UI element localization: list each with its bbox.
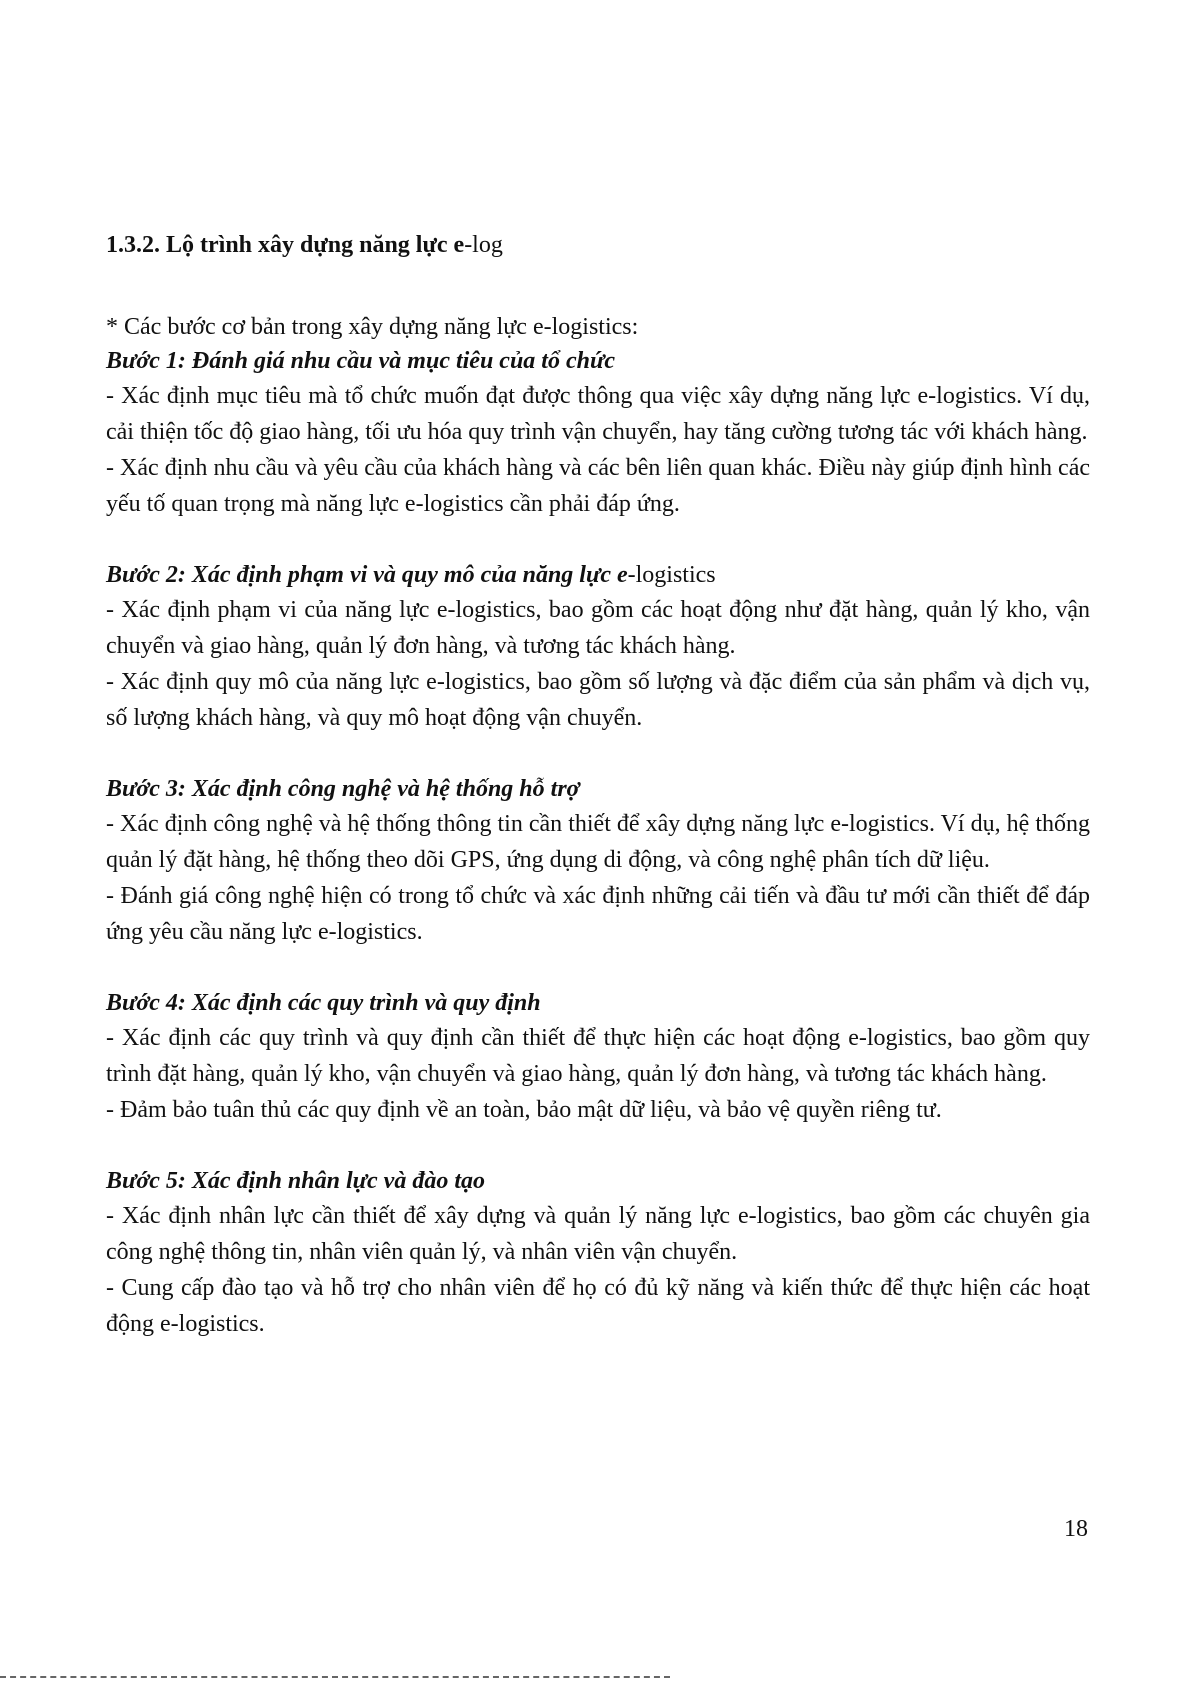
step-1-title — [106, 344, 1090, 378]
step-5-title-text: Bước 5: Xác định nhân lực và đào tạo — [106, 1168, 485, 1194]
step-4-paragraph-1: - Xác định các quy trình và quy định cần thiết để thực hiện các hoạt động e-logistics, bao gồm quy trình đặt hàng, quản lý kho, vận chuyển và giao hàng, quản lý đơn hàng, và tương tác khách hàng. — [106, 1025, 1090, 1087]
step-4-section — [106, 986, 1090, 1128]
footer-divider — [0, 1676, 670, 1678]
page-number: 18 — [1064, 1516, 1088, 1542]
step-5-paragraph-2: - Cung cấp đào tạo và hỗ trợ cho nhân viên để họ có đủ kỹ năng và kiến thức để thực hiện các hoạt động e-logistics. — [106, 1275, 1090, 1337]
step-3-paragraph-2: - Đánh giá công nghệ hiện có trong tổ chức và xác định những cải tiến và đầu tư mới cần thiết để đáp ứng yêu cầu năng lực e-logistics. — [106, 883, 1090, 945]
step-4-title-text: Bước 4: Xác định các quy trình và quy định — [106, 990, 541, 1016]
step-2-paragraph-1: - Xác định phạm vi của năng lực e-logistics, bao gồm các hoạt động như đặt hàng, quản lý kho, vận chuyển và giao hàng, quản lý đơn hàng, và tương tác khách hàng. — [106, 597, 1090, 659]
document-page — [106, 228, 1090, 1378]
step-3-section — [106, 772, 1090, 950]
step-1-paragraph-2: - Xác định nhu cầu và yêu cầu của khách hàng và các bên liên quan khác. Điều này giúp định hình các yếu tố quan trọng mà năng lực e-logistics cần phải đáp ứng. — [106, 455, 1090, 517]
section-heading-bold: 1.3.2. Lộ trình xây dựng năng lực e — [106, 232, 465, 258]
step-2-title-tail: -logistics — [627, 562, 716, 588]
step-3-title — [106, 772, 1090, 806]
step-2-paragraph-2: - Xác định quy mô của năng lực e-logistics, bao gồm số lượng và đặc điểm của sản phẩm và dịch vụ, số lượng khách hàng, và quy mô hoạt động vận chuyển. — [106, 669, 1090, 731]
step-2-title-text: Bước 2: Xác định phạm vi và quy mô của năng lực e — [106, 562, 628, 588]
step-5-title — [106, 1164, 1090, 1198]
section-heading-tail: -log — [464, 232, 503, 258]
step-2-title — [106, 558, 1090, 592]
step-4-paragraph-2: - Đảm bảo tuân thủ các quy định về an toàn, bảo mật dữ liệu, và bảo vệ quyền riêng tư. — [106, 1097, 942, 1123]
step-1-section — [106, 344, 1090, 522]
intro-line: * Các bước cơ bản trong xây dựng năng lực e-logistics: — [106, 314, 639, 340]
step-5-section — [106, 1164, 1090, 1342]
step-5-paragraph-1: - Xác định nhân lực cần thiết để xây dựng và quản lý năng lực e-logistics, bao gồm các chuyên gia công nghệ thông tin, nhân viên quản lý, và nhân viên vận chuyển. — [106, 1203, 1090, 1265]
step-2-section — [106, 558, 1090, 736]
step-4-title — [106, 986, 1090, 1020]
step-3-paragraph-1: - Xác định công nghệ và hệ thống thông tin cần thiết để xây dựng năng lực e-logistics. Ví dụ, hệ thống quản lý đặt hàng, hệ thống theo dõi GPS, ứng dụng di động, và công nghệ phân tích dữ liệu. — [106, 811, 1090, 873]
section-heading — [106, 228, 1090, 262]
step-1-title-text: Bước 1: Đánh giá nhu cầu và mục tiêu của tổ chức — [106, 348, 616, 374]
step-3-title-text: Bước 3: Xác định công nghệ và hệ thống hỗ trợ — [106, 776, 580, 802]
step-1-paragraph-1: - Xác định mục tiêu mà tổ chức muốn đạt được thông qua việc xây dựng năng lực e-logistics. Ví dụ, cải thiện tốc độ giao hàng, tối ưu hóa quy trình vận chuyển, hay tăng cường tương tác với khách hàng. — [106, 383, 1090, 445]
